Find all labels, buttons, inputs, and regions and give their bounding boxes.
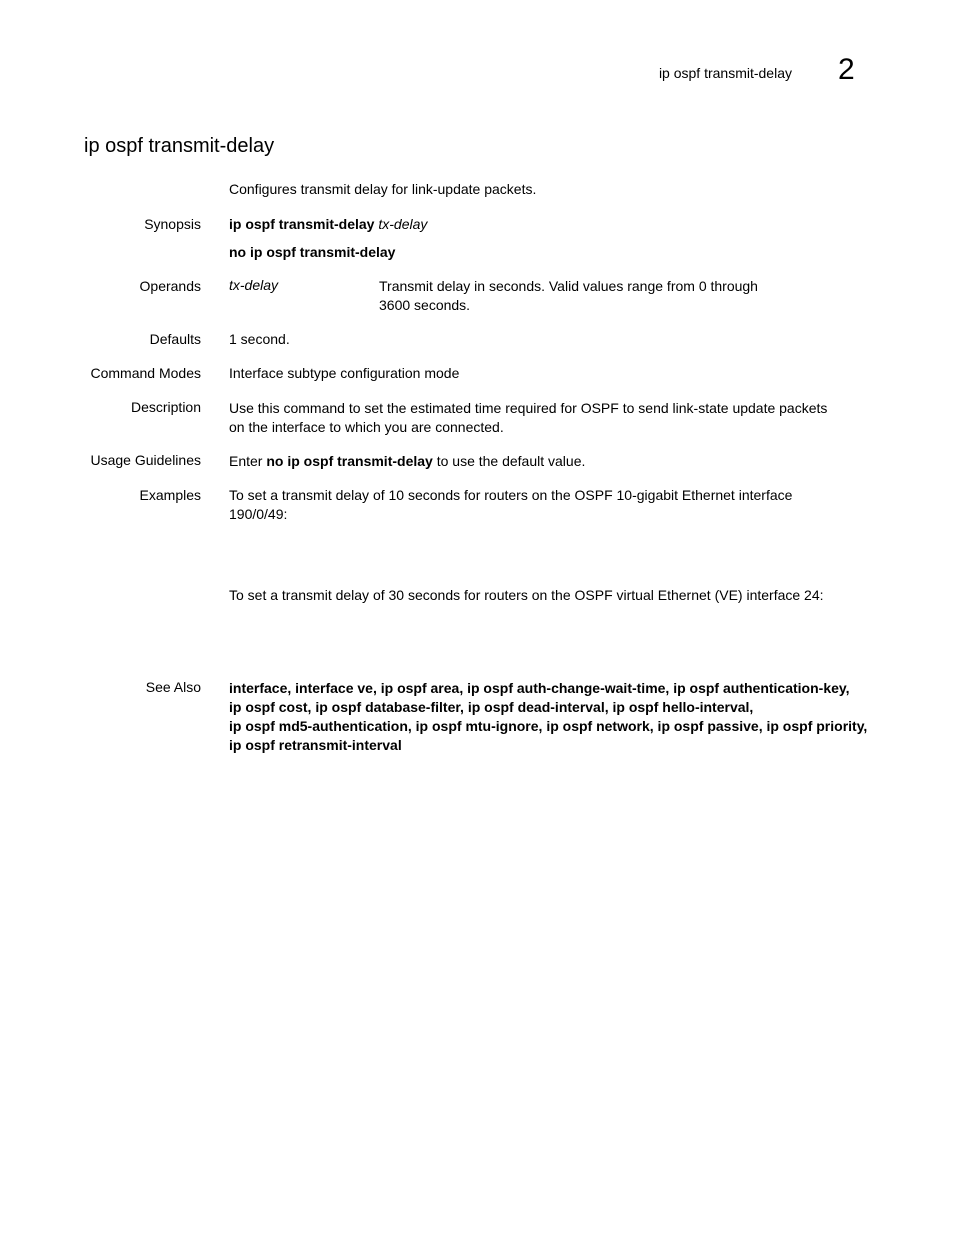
description-line-1: Use this command to set the estimated time required for OSPF to send link-state update packets xyxy=(229,400,828,416)
usage-guidelines-label: Usage Guidelines xyxy=(90,452,201,468)
see-also-line-2[interactable]: ip ospf cost, ip ospf database-filter, ip ospf dead-interval, ip ospf hello-interval, xyxy=(229,699,754,715)
synopsis-line-1 xyxy=(229,215,869,234)
operand-description-line-2: 3600 seconds. xyxy=(379,297,471,313)
see-also-line-4[interactable]: ip ospf retransmit-interval xyxy=(229,737,402,753)
command-modes-text: Interface subtype configuration mode xyxy=(229,365,460,381)
description-text xyxy=(229,399,869,437)
usage-command: no ip ospf transmit-delay xyxy=(266,453,433,469)
usage-prefix: Enter xyxy=(229,453,263,469)
examples-label: Examples xyxy=(139,487,201,503)
intro-text: Configures transmit delay for link-update packets. xyxy=(229,181,537,197)
synopsis-label: Synopsis xyxy=(144,216,201,232)
operand-name: tx-delay xyxy=(229,277,279,293)
see-also-line-1[interactable]: interface, interface ve, ip ospf area, ip ospf auth-change-wait-time, ip ospf authentication-key, xyxy=(229,680,850,696)
example-1-line-1: To set a transmit delay of 10 seconds for routers on the OSPF 10-gigabit Ethernet interface xyxy=(229,487,793,503)
example-2-text: To set a transmit delay of 30 seconds for routers on the OSPF virtual Ethernet (VE) interface 24: xyxy=(229,587,824,603)
description-line-2: on the interface to which you are connected. xyxy=(229,419,504,435)
operands-label: Operands xyxy=(139,278,201,294)
command-modes-label: Command Modes xyxy=(90,365,201,381)
example-1-line-2: 190/0/49: xyxy=(229,506,288,522)
defaults-label: Defaults xyxy=(149,331,201,347)
example-1-text xyxy=(229,486,869,524)
see-also-label: See Also xyxy=(145,679,201,695)
see-also-line-3[interactable]: ip ospf md5-authentication, ip ospf mtu-ignore, ip ospf network, ip ospf passive, ip ospf priority, xyxy=(229,718,868,734)
defaults-text: 1 second. xyxy=(229,331,290,347)
page-title: ip ospf transmit-delay xyxy=(84,135,275,157)
description-label: Description xyxy=(130,399,201,415)
operand-description-line-1: Transmit delay in seconds. Valid values range from 0 through xyxy=(379,278,758,294)
running-header-title: ip ospf transmit-delay xyxy=(658,65,792,81)
usage-suffix: to use the default value. xyxy=(436,453,586,469)
synopsis-argument: tx-delay xyxy=(378,216,428,232)
synopsis-command: ip ospf transmit-delay xyxy=(229,216,375,232)
chapter-number: 2 xyxy=(838,53,855,86)
usage-guidelines-text xyxy=(229,452,869,471)
synopsis-line-2: no ip ospf transmit-delay xyxy=(229,244,396,260)
see-also-list xyxy=(229,679,869,755)
operand-description xyxy=(379,277,799,315)
